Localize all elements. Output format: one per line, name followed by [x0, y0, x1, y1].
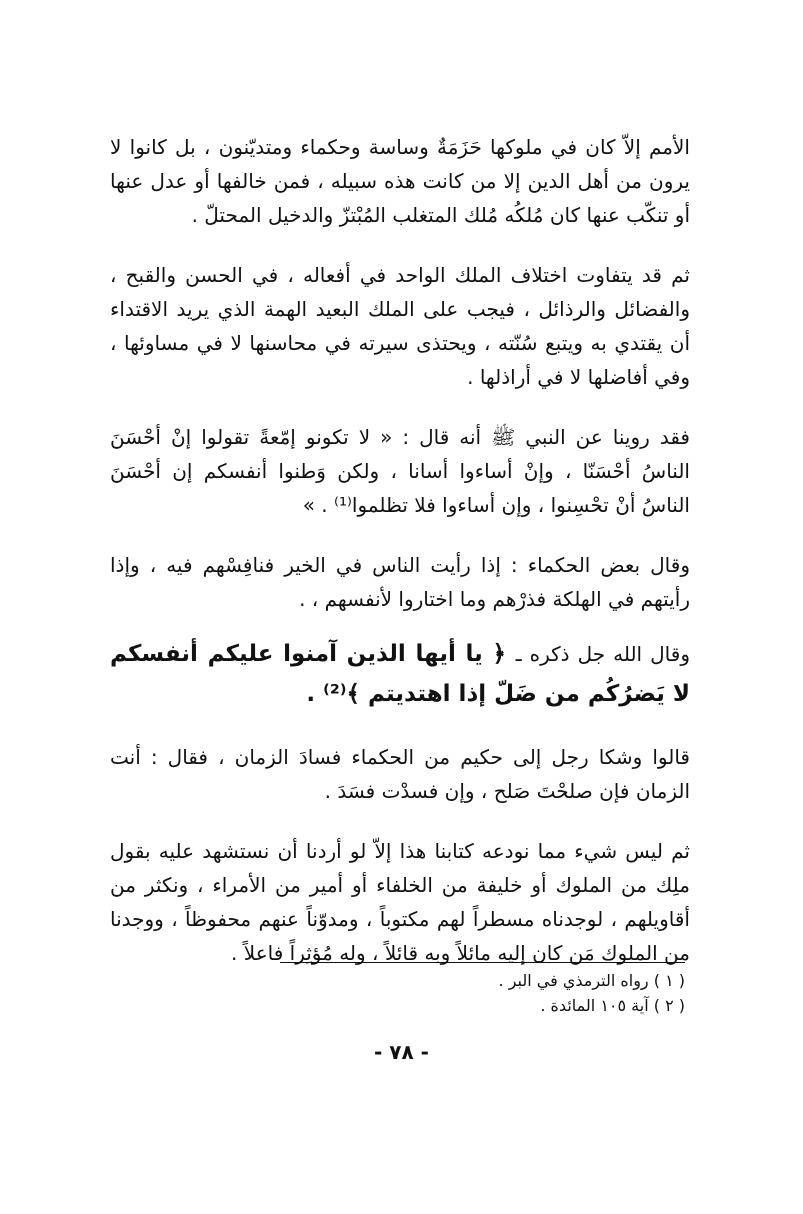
paragraph-7: ثم ليس شيء مما نودعه كتابنا هذا إلاّ لو أردنا أن نستشهد عليه بقول ملِك من الملوك أو خليفة من الخلفاء أو أمير من الأمراء ، ونكثر من أقاويلهم ، لوجدناه مسطراً لهم مكتوباً ، ومدوّناً عنهم محفوظاً ، ووجدنا من الملوك مَن كان إليه مائلاً وبه قائلاً ، وله مُؤثِراً فاعلاً . [110, 839, 690, 965]
paragraph-5-verse [110, 634, 690, 714]
footnotes [110, 968, 685, 1018]
paragraph-6: قالوا وشكا رجل إلى حكيم من الحكماء فسادَ الزمان ، فقال : أنت الزمان فإن صلحْتَ صَلح ، وإن فسدْت فسَدَ . [110, 745, 690, 803]
verse-intro: وقال الله جل ذكره ـ [515, 642, 690, 666]
footnote-separator [280, 962, 685, 963]
footnote-1: ( ١ ) رواه الترمذي في البر . [498, 971, 685, 990]
paragraph-1: الأمم إلاّ كان في ملوكها حَزَمَةٌ وساسة وحكماء ومتديّنون ، بل كانوا لا يرون من أهل الدين إلا من كانت هذه سبيله ، فمن خالفها أو عدل عنها أو تنكّب عنها كان مُلكُه مُلك المتغلب المُبْتزّ والدخيل المحتلّ . [110, 135, 690, 227]
footnote-2: ( ٢ ) آية ١٠٥ المائدة . [540, 996, 685, 1015]
quran-verse: ﴿ يا أيها الذين آمنوا عليكم أنفسكم لا يَضرُكُم من ضَلّ إذا اهتديتم ﴾⁽²⁾ . [110, 641, 690, 707]
page-body [110, 130, 690, 996]
paragraph-4: وقال بعض الحكماء : إذا رأيت الناس في الخير فنافِسْهم فيه ، وإذا رأيتهم في الهلكة فذرْهم وما اختاروا لأنفسهم ، . [110, 553, 690, 611]
page-number: - ٧٨ - [374, 1040, 429, 1064]
paragraph-2: ثم قد يتفاوت اختلاف الملك الواحد في أفعاله ، في الحسن والقبح ، والفضائل والرذائل ، فيجب على الملك البعيد الهمة الذي يريد الاقتداء أن يقتدي به ويتبع سُنّته ، ويحتذى سيرته في محاسنها لا في مساوئها ، وفي أفاضلها لا في أراذلها . [110, 263, 690, 389]
paragraph-3-hadith: فقد روينا عن النبي ﷺ أنه قال : « لا تكونو إمّعةً تقولوا إنْ أحْسَنَ الناسُ أحْسَنّا ، وإنْ أساءوا أسانا ، ولكن وَطنوا أنفسكم إن أحْسَنَ الناسُ أنْ تحْسِنوا ، وإن أساءوا فلا تظلموا⁽¹⁾ . » [110, 425, 690, 517]
